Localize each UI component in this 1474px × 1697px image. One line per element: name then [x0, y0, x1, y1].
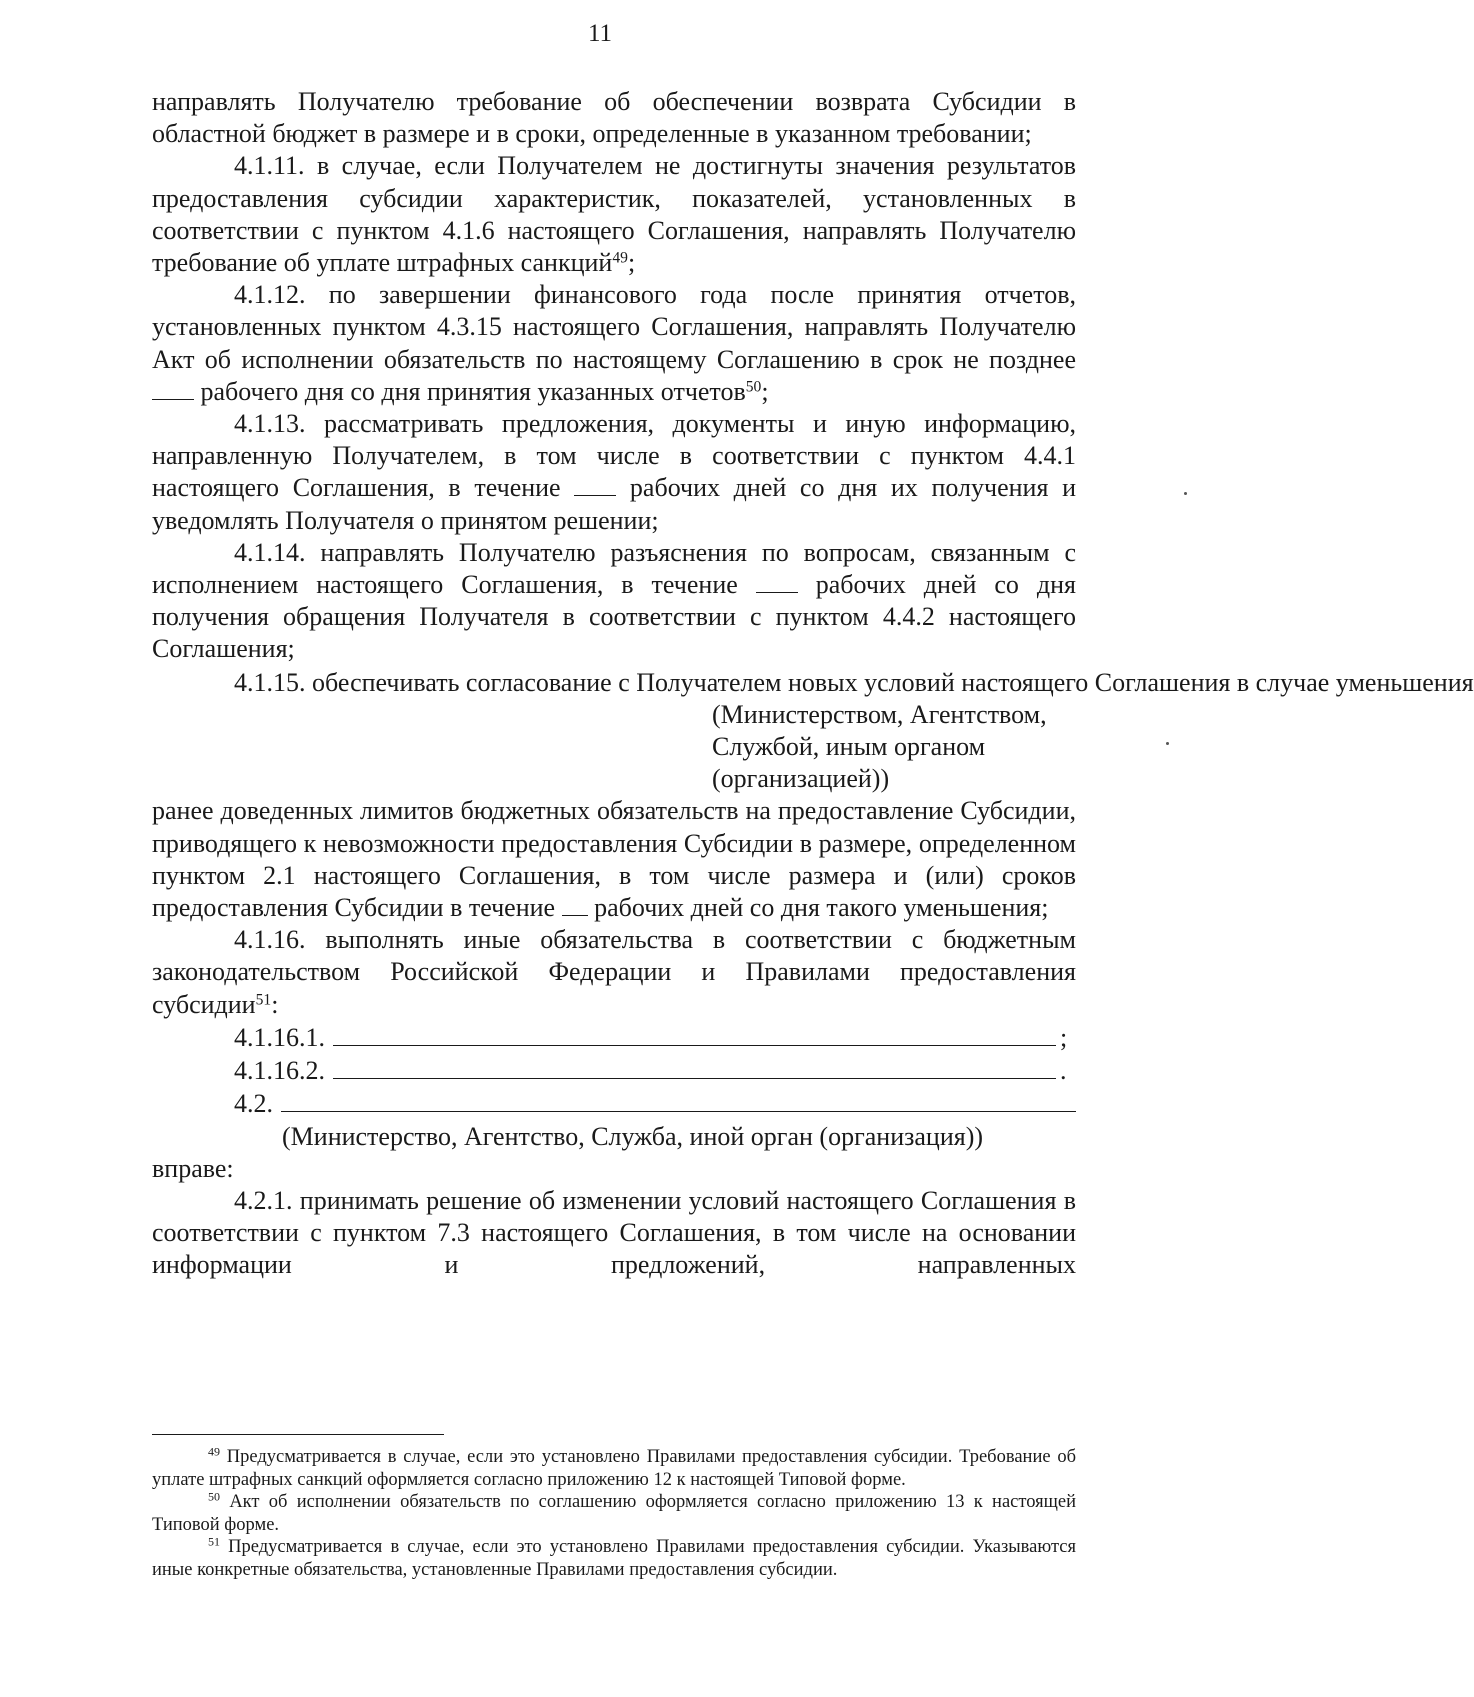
footnote-49 [152, 1446, 1076, 1491]
footnotes [152, 1446, 1076, 1582]
punctuation: ; [761, 376, 769, 406]
footnote-ref-49[interactable]: 49 [612, 249, 628, 267]
blank-field [333, 1021, 1056, 1046]
clause-text: рабочего дня со дня принятия указанных отчетов [194, 376, 746, 406]
blank-field [281, 1087, 1076, 1112]
page-number: 11 [587, 20, 613, 47]
caption-line: (Министерством, Агентством, [712, 699, 1047, 729]
punctuation: : [271, 989, 279, 1019]
clause-4-1-16 [152, 924, 1076, 1021]
clause-4-1-14 [152, 537, 1076, 666]
punctuation: ; [627, 248, 636, 278]
clause-4-1-15-line [152, 666, 1474, 699]
clause-text: рабочих дней со дня такого уменьшения; [587, 893, 1049, 923]
paragraph-continuation: направлять Получателю требование об обеспечении возврата Субсидии в областной бюджет в размере и в сроки, определенные в указанном требовании; [152, 87, 1076, 149]
clause-4-2-continued: вправе: [152, 1153, 234, 1183]
footnote-ref-50[interactable]: 50 [745, 378, 762, 396]
footnote-number: 50 [208, 1489, 221, 1504]
blank-field [756, 570, 798, 593]
caption-line: (организацией)) [712, 764, 890, 794]
punctuation: . [1060, 1056, 1067, 1086]
clause-text: рабочих дней со дня их получения и уведомлять Получателя о принятом решении; [152, 473, 1076, 535]
authority-caption [712, 699, 1076, 796]
footnote-number: 51 [208, 1534, 221, 1549]
clause-4-2-1: 4.2.1. принимать решение об изменении условий настоящего Соглашения в соответствии с пунктом 7.3 настоящего Соглашения, в том числе на основании информации и предложений, направленных [152, 1185, 1076, 1280]
scan-speck [1184, 492, 1187, 495]
clause-text: 4.1.15. обеспечивать согласование с Получателем новых условий настоящего Соглашения в случае уменьшения [234, 667, 1474, 697]
blank-field [562, 893, 588, 916]
clause-number: 4.1.16.1. [234, 1022, 325, 1052]
blank-field [152, 377, 194, 400]
footnote-number: 49 [208, 1444, 221, 1459]
clause-text: 4.1.12. по завершении финансового года после принятия отчетов, установленных пунктом 4.3.15 настоящего Соглашения, направлять Получателю Акт об исполнении обязательств по настоящему Соглашению в срок не позднее [152, 280, 1076, 374]
clause-number: 4.2. [234, 1089, 273, 1119]
clause-4-1-15-continued [152, 795, 1076, 924]
punctuation: ; [1060, 1022, 1068, 1052]
clause-text: рабочих дней со дня получения обращения Получателя в соответствии с пунктом 4.4.2 настоящего Соглашения; [152, 570, 1076, 664]
footnote-separator [152, 1434, 444, 1435]
authority-caption-4-2: (Министерство, Агентство, Служба, иной орган (организация)) [282, 1121, 984, 1151]
footnote-text: Предусматривается в случае, если это установлено Правилами предоставления субсидии. Указываются иные конкретные обязательства, установленные Правилами предоставления субсидии. [152, 1537, 1076, 1580]
footnote-text: Предусматривается в случае, если это установлено Правилами предоставления субсидии. Требование об уплате штрафных санкций оформляется согласно приложению 12 к настоящей Типовой форме. [152, 1447, 1076, 1490]
clause-number: 4.1.16.2. [234, 1056, 325, 1086]
clause-4-1-15 [152, 666, 1474, 925]
footnote-50 [152, 1491, 1076, 1536]
blank-field [333, 1054, 1056, 1079]
clause-4-1-13 [152, 408, 1076, 537]
clause-text: ранее доведенных лимитов бюджетных обязательств на предоставление Субсидии, приводящего к невозможности предоставления Субсидии в размере, определенном пунктом 2.1 настоящего Соглашения, в том числе размера и (или) сроков предоставления Субсидии в течение [152, 796, 1076, 923]
clause-text: 4.1.16. выполнять иные обязательства в соответствии с бюджетным законодательством Российской Федерации и Правилами предоставления субсидии [152, 925, 1076, 1019]
clause-4-1-16-2 [152, 1054, 1076, 1087]
clause-4-1-12 [152, 279, 1076, 408]
caption-line: Службой, иным органом [712, 732, 986, 762]
footnote-text: Акт об исполнении обязательств по соглашению оформляется согласно приложению 13 к настоящей Типовой форме. [152, 1492, 1076, 1535]
clause-4-1-16-1 [152, 1021, 1076, 1054]
blank-field [574, 473, 616, 496]
document-body [152, 86, 1474, 1282]
clause-text: 4.1.11. в случае, если Получателем не достигнуты значения результатов предоставления субсидии характеристик, показателей, установленных в соответствии с пунктом 4.1.6 настоящего Соглашения, направлять Получателю требование об уплате штрафных санкций [152, 151, 1076, 278]
footnote-ref-51[interactable]: 51 [255, 991, 272, 1009]
clause-text: 4.1.13. рассматривать предложения, документы и иную информацию, направленную Получателем, в том числе в соответствии с пунктом 4.4.1 настоящего Соглашения, в течение [152, 409, 1076, 503]
scan-speck [1166, 742, 1169, 745]
clause-4-2 [152, 1087, 1076, 1120]
clause-text: 4.1.14. направлять Получателю разъяснения по вопросам, связанным с исполнением настоящего Соглашения, в течение [152, 537, 1076, 600]
footnote-51 [152, 1536, 1076, 1581]
clause-4-1-11 [152, 150, 1076, 279]
